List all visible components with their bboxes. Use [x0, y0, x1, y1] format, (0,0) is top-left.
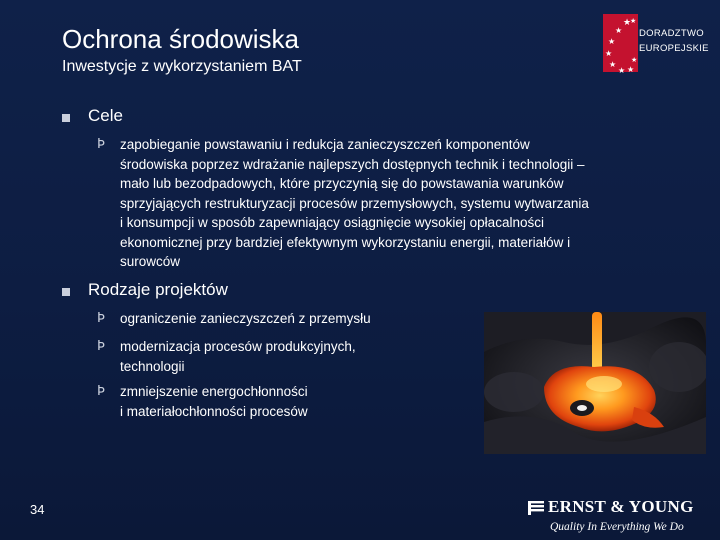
sub-bullet-icon: Þ — [97, 339, 105, 354]
project-item — [120, 309, 371, 329]
svg-text:★: ★ — [608, 37, 616, 46]
section-heading-cele: Cele — [88, 106, 123, 125]
text-line: sprzyjających restrukturyzacji procesów przemysłowych, systemu wytwarzania — [120, 195, 589, 211]
bullet-square-icon — [62, 114, 70, 122]
page-number: 34 — [30, 502, 45, 517]
ey-mark-icon — [528, 501, 546, 515]
text-line: zmniejszenie energochłonności — [120, 384, 308, 399]
ernst-young-logo — [528, 496, 708, 536]
sub-bullet-icon: Þ — [97, 384, 105, 399]
doradztwo-europejskie-logo — [603, 14, 715, 76]
brand-name: ERNST & YOUNG — [548, 497, 694, 516]
text-line: technologii — [120, 358, 185, 374]
sub-bullet-icon: Þ — [97, 311, 105, 326]
svg-text:★: ★ — [615, 26, 623, 35]
text-line: ekonomicznej przy bardziej efektywnym wykorzystaniu energii, materiałów i — [120, 234, 571, 250]
text-line: surowców — [120, 254, 181, 269]
molten-metal-image — [484, 312, 706, 454]
project-item — [120, 337, 356, 376]
text-line: modernizacja procesów produkcyjnych, — [120, 339, 356, 354]
text-line: i materiałochłonności procesów — [120, 403, 308, 419]
project-item — [120, 382, 308, 421]
text-line: i konsumpcji w sposób zapewniający osiągnięcie wysokiej opłacalności — [120, 215, 544, 230]
eu-stars-icon — [603, 14, 638, 75]
logo-line-1: DORADZTWO — [639, 28, 704, 39]
svg-text:★: ★ — [618, 66, 626, 75]
text-line: zapobieganie powstawaniu i redukcja zanieczyszczeń komponentów — [120, 137, 530, 152]
svg-text:★: ★ — [605, 49, 613, 58]
text-line: środowiska poprzez wdrażanie najlepszych dostępnych technik i technologii – — [120, 156, 585, 172]
bullet-square-icon — [62, 288, 70, 296]
svg-text:★: ★ — [630, 17, 637, 25]
svg-text:★: ★ — [627, 65, 635, 74]
logo-line-2: EUROPEJSKIE — [639, 43, 709, 54]
goal-paragraph — [120, 135, 589, 272]
svg-text:★: ★ — [631, 56, 638, 64]
slide-subtitle: Inwestycje z wykorzystaniem BAT — [62, 58, 302, 75]
brand-tagline: Quality In Everything We Do — [550, 521, 684, 533]
svg-text:★: ★ — [623, 18, 632, 28]
sub-bullet-icon: Þ — [97, 137, 105, 152]
text-line: ograniczenie zanieczyszczeń z przemysłu — [120, 311, 371, 326]
text-line: mało lub bezodpadowych, które przyczynią się do powstawania warunków — [120, 176, 564, 191]
logo-text — [639, 26, 709, 56]
slide-title: Ochrona środowiska — [62, 24, 299, 54]
section-heading-projects: Rodzaje projektów — [88, 280, 228, 299]
svg-text:★: ★ — [609, 60, 617, 69]
